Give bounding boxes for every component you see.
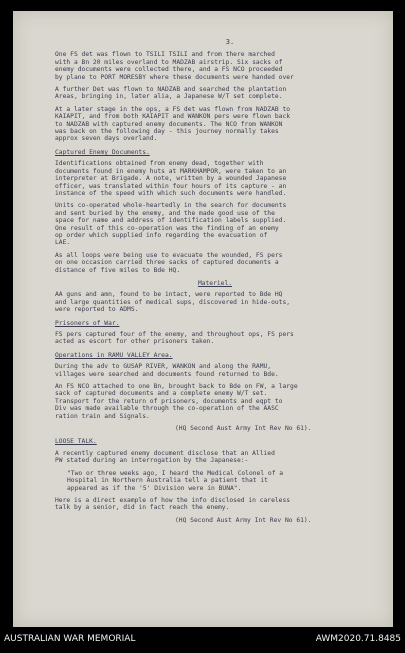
text-line: Here is a direct example of how the info disclosed in careless [55,496,291,504]
text-line: with a Bn 20 miles overland to MADZAB airstrip. Six sacks of [55,58,283,66]
section-heading: LOOSE TALK. [55,438,97,446]
text-line: Areas, bringing in, later alia, a Japanese W/T set complete. [55,93,283,101]
paragraph [55,331,375,346]
text-line: op order which supplied info regarding the evacuation of [55,231,268,239]
text-line: One result of this co-operation was the finding of an enemy [55,224,279,232]
text-line: appeared as if the '5' Division were in BUNA". [67,484,242,492]
text-line: Div was made available through the co-operation of the AASC [55,405,279,413]
text-line: A further Det was flown to NADZAB and searched the plantation [55,86,287,94]
text-line: enemy documents were collected there, and a FS NCO proceeded [55,66,283,74]
section-heading: Captured Enemy Documents. [55,148,150,156]
text-line: A recently captured enemy document disclose that an Allied [55,449,275,457]
text-line: At a later stage in the ops, a FS det was flown from NADZAB to [55,105,291,113]
text-line: officer, was translated within four hours of its capture - an [55,182,287,190]
text-line: space for name and address of identification labels supplied. [55,217,287,225]
text-line: During the adv to GUSAP RIVER, WANKON and along the RAMU, [55,363,272,371]
text-line: PW stated during an interrogation by the Japanese:- [55,457,249,465]
paragraph [55,383,375,420]
text-line: ration train and Signals. [55,412,150,420]
text-line: villages were searched and documents found returned to Bde. [55,370,279,378]
section-heading: Materiel. [197,279,233,287]
paragraph [55,86,375,101]
text-line: Hospital in Northern Australia tell a patient that it [67,477,268,485]
text-line: Transport for the return of prisoners, documents and eqpt to [55,397,283,405]
text-line: sack of captured documents and a complete enemy W/T set. [55,390,268,398]
section-heading: Prisoners of War. [55,319,120,327]
text-line: LAE. [55,239,71,247]
paragraph [55,450,375,465]
section-heading: Operations in RAMU VALLEY Area. [55,351,173,359]
text-line: by plane to PORT MORESBY where these documents were handed over [55,73,294,81]
document-page [13,11,393,627]
paragraph [55,252,375,274]
text-line: As all loops were being use to evacuate the wounded, FS pers [55,251,283,259]
text-line: and large quantities of medical sups, discovered in hide-outs, [55,298,291,306]
text-line: to NADZAB with captured enemy documents. The NCO from WANKON [55,120,283,128]
text-line: approx seven days overland. [55,135,158,143]
text-line: were reported to ADMS. [55,306,139,314]
text-line: An FS NCO attached to one Bn, brought back to Bde on FW, a large [55,383,298,391]
paragraph [55,497,375,512]
text-line: AA guns and amn, found to be intact, were reported to Bde HQ [55,291,283,299]
archive-footer [0,627,405,653]
paragraph [55,202,375,246]
text-line: KAIAPIT, and from both KAIAPIT and WANKON pers were flown back [55,113,291,121]
text-line: instance of the speed with which such documents were handled. [55,189,287,197]
page-number: 3. [225,38,235,46]
catalogue-number: AWM2020.71.8485 [315,634,401,644]
text-line: and sent buried by the enemy, and the made good use of the [55,209,275,217]
text-line: Identifications obtained from enemy dead, together with [55,160,264,168]
text-line: Units co-operated whole-heartedly in the search for documents [55,202,287,210]
source-reference: (HQ Second Aust Army Int Rev No 61). [175,516,312,524]
text-line: acted as escort for other prisoners taken. [55,338,215,346]
text-line: on one occasion carried three sacks of captured documents a [55,259,279,267]
archive-name: AUSTRALIAN WAR MEMORIAL [4,634,136,644]
text-line: talk by a senior, did in fact reach the enemy. [55,504,230,512]
text-line: documents found in enemy huts at MARKHAMPOR, were taken to an [55,167,287,175]
text-line: One FS det was flown to TSILI TSILI and from there marched [55,51,275,59]
text-line: was back on the following day - this journey normally takes [55,128,279,136]
paragraph [55,470,375,492]
source-reference: (HQ Second Aust Army Int Rev No 61). [175,425,312,433]
text-line: distance of five miles to Bde HQ. [55,266,181,274]
paragraph [55,106,375,143]
paragraph [55,51,375,81]
document-body [55,39,375,530]
text-line: FS pers captured four of the enemy, and throughout ops, FS pers [55,331,294,338]
text-line: "Two or three weeks ago, I heard the Medical Colonel of a [67,469,284,477]
text-line: interpreter at Brigade. A note, written by a wounded Japanese [55,175,287,183]
paragraph [55,291,375,313]
paragraph [55,160,375,197]
paragraph [55,363,375,378]
